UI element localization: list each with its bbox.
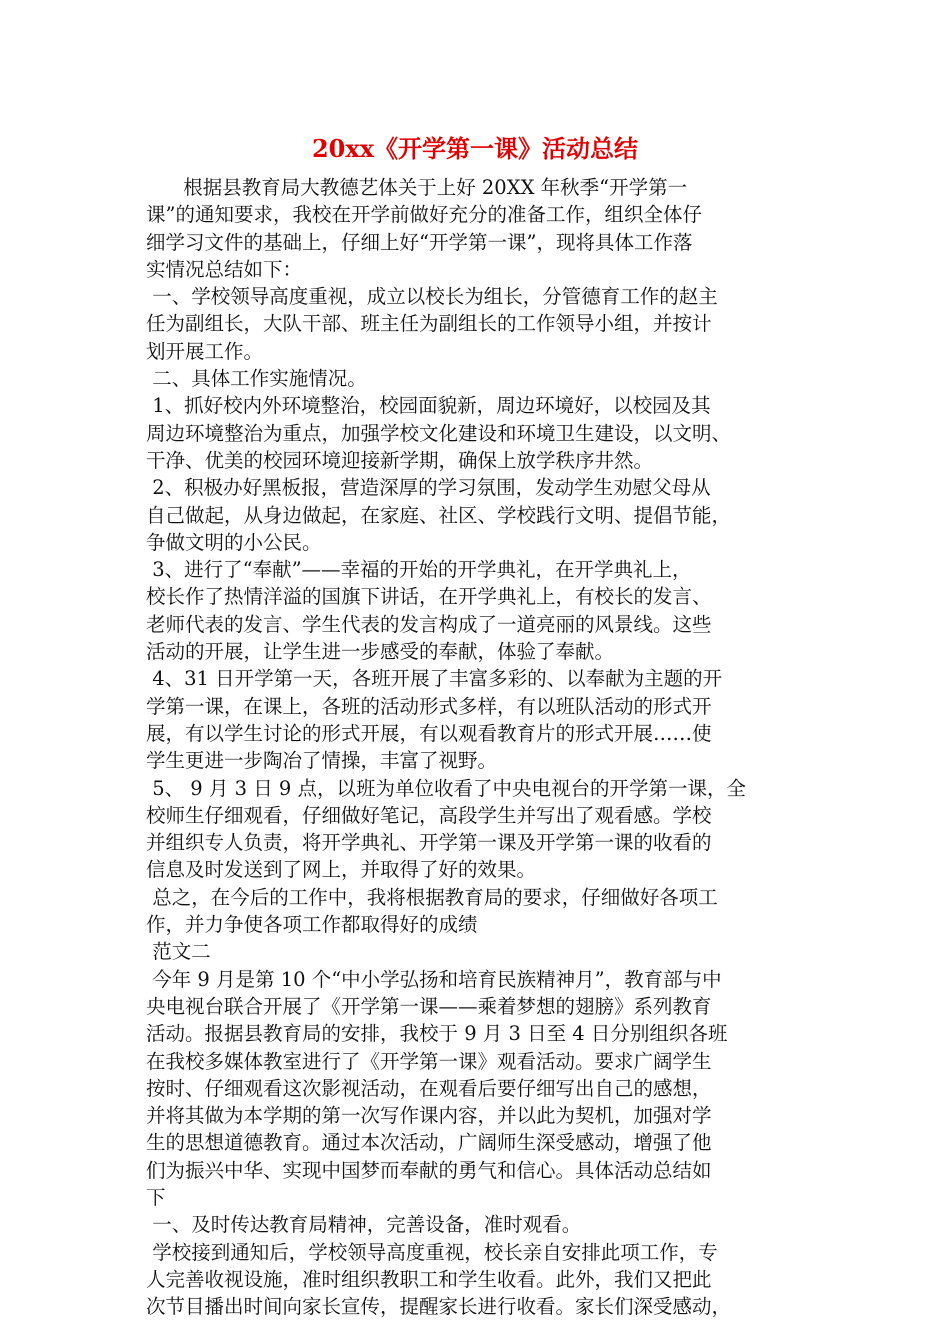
body-line: 生的思想道德教育。通过本次活动，广阔师生深受感动，增强了他 <box>146 1131 712 1155</box>
body-line: 信息及时发送到了网上，并取得了好的效果。 <box>146 858 537 882</box>
body-line: 二、具体工作实施情况。 <box>146 367 367 391</box>
body-line: 实情况总结如下： <box>146 257 303 281</box>
body-line: 作，并力争使各项工作都取得好的成绩 <box>146 913 478 937</box>
body-line: 1、抓好校内外环境整治，校园面貌新，周边环境好，以校园及其 <box>146 394 711 418</box>
body-line: 校师生仔细观看，仔细做好笔记，高段学生并写出了观看感。学校 <box>146 803 712 827</box>
body-line: 学生更进一步陶冶了情操，丰富了视野。 <box>146 749 498 773</box>
body-line: 3、进行了“奉献”——幸福的开始的开学典礼，在开学典礼上， <box>146 558 692 582</box>
body-line: 课”的通知要求，我校在开学前做好充分的准备工作，组织全体仔 <box>146 203 702 227</box>
body-line: 下 <box>146 1185 166 1209</box>
body-line: 总之，在今后的工作中，我将根据教育局的要求，仔细做好各项工 <box>146 885 718 909</box>
body-line: 今年 9 月是第 10 个“中小学弘扬和培育民族精神月”，教育部与中 <box>146 967 722 991</box>
body-line: 活动。报据县教育局的安排，我校于 9 月 3 日至 4 日分别组织各班 <box>146 1022 728 1046</box>
body-line: 在我校多媒体教室进行了《开学第一课》观看活动。要求广阔学生 <box>146 1049 712 1073</box>
body-line: 细学习文件的基础上，仔细上好“开学第一课”，现将具体工作落 <box>146 230 693 254</box>
body-line: 活动的开展，让学生进一步感受的奉献，体验了奉献。 <box>146 640 615 664</box>
body-line: 一、学校领导高度重视，成立以校长为组长，分管德育工作的赵主 <box>146 285 718 309</box>
body-line: 们为振兴中华、实现中国梦而奉献的勇气和信心。具体活动总结如 <box>146 1158 712 1182</box>
body-line: 根据县教育局大教德艺体关于上好 20XX 年秋季“开学第一 <box>146 176 688 199</box>
document-title: 20xx《开学第一课》活动总结 <box>311 134 638 163</box>
body-line: 老师代表的发言、学生代表的发言构成了一道亮丽的风景线。这些 <box>146 612 712 636</box>
body-line: 人完善收视设施，准时组织教职工和学生收看。此外，我们又把此 <box>146 1267 712 1291</box>
body-line: 范文二 <box>146 940 211 964</box>
body-line: 次节目播出时间向家长宣传，提醒家长进行收看。家长们深受感动， <box>146 1295 732 1319</box>
body-line: 央电视台联合开展了《开学第一课——乘着梦想的翅膀》系列教育 <box>146 994 712 1018</box>
body-line: 学校接到通知后，学校领导高度重视，校长亲自安排此项工作，专 <box>146 1240 718 1264</box>
body-line: 展，有以学生讨论的形式开展，有以观看教育片的形式开展……使 <box>146 721 712 745</box>
body-line: 干净、优美的校园环境迎接新学期，确保上放学秩序井然。 <box>146 448 654 472</box>
body-line: 按时、仔细观看这次影视活动，在观看后要仔细写出自己的感想， <box>146 1076 712 1100</box>
body-line: 一、及时传达教育局精神，完善设备，准时观看。 <box>146 1213 582 1237</box>
body-line: 并组织专人负责，将开学典礼、开学第一课及开学第一课的收看的 <box>146 831 712 855</box>
body-line: 并将其做为本学期的第一次写作课内容，并以此为契机，加强对学 <box>146 1104 712 1128</box>
body-line: 4、31 日开学第一天，各班开展了丰富多彩的、以奉献为主题的开 <box>146 667 723 691</box>
body-line: 争做文明的小公民。 <box>146 530 322 554</box>
body-line: 自己做起，从身边做起，在家庭、社区、学校践行文明、提倡节能， <box>146 503 732 527</box>
body-line: 2、积极办好黑板报，营造深厚的学习氛围，发动学生劝慰父母从 <box>146 476 711 500</box>
body-line: 周边环境整治为重点，加强学校文化建设和环境卫生建设，以文明、 <box>146 421 732 445</box>
body-line: 5、 9 月 3 日 9 点，以班为单位收看了中央电视台的开学第一课，全 <box>146 776 747 800</box>
body-line: 任为副组长，大队干部、班主任为副组长的工作领导小组，并按计 <box>146 312 712 336</box>
body-line: 学第一课，在课上，各班的活动形式多样，有以班队活动的形式开 <box>146 694 712 718</box>
document-body <box>146 174 826 1320</box>
body-line: 划开展工作。 <box>146 339 264 363</box>
body-line: 校长作了热情洋溢的国旗下讲话，在开学典礼上，有校长的发言、 <box>146 585 712 609</box>
